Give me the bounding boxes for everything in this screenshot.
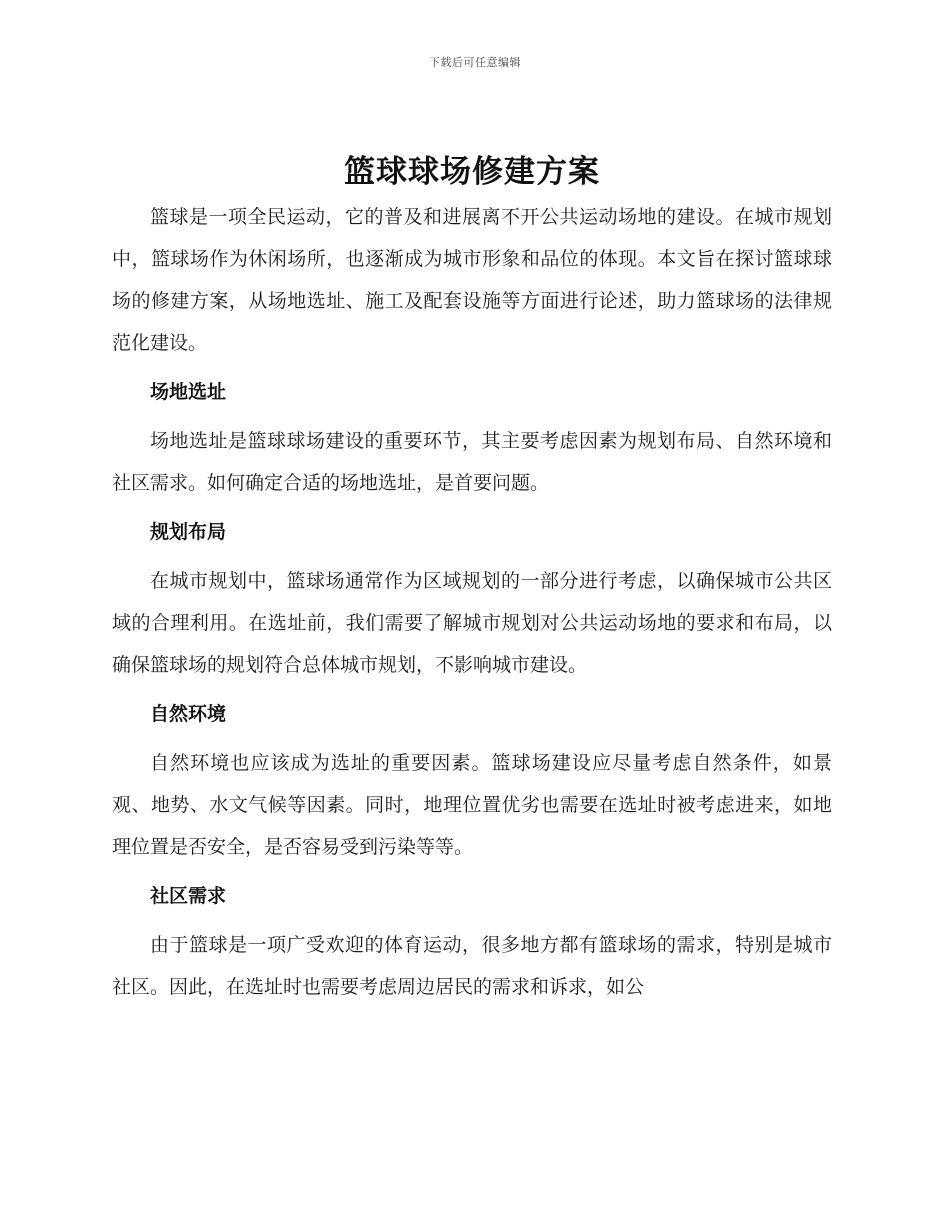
section-heading: 场地选址 xyxy=(150,381,227,403)
section-paragraph: 自然环境也应该成为选址的重要因素。篮球场建设应尽量考虑自然条件，如景观、地势、水文气候等因素。同时，地理位置优劣也需要在选址时被考虑进来，如地理位置是否安全，是否容易受到污染等等。 xyxy=(112,752,832,858)
section-heading: 自然环境 xyxy=(150,703,227,725)
section-natural-environment xyxy=(112,693,832,868)
section-community-needs xyxy=(112,875,832,1008)
document-body xyxy=(112,148,832,1008)
section-heading: 社区需求 xyxy=(150,885,227,907)
document-title: 篮球球场修建方案 xyxy=(344,154,600,190)
section-paragraph: 由于篮球是一项广受欢迎的体育运动，很多地方都有篮球场的需求，特别是城市社区。因此，在选址时也需要考虑周边居民的需求和诉求，如公 xyxy=(112,934,832,998)
intro-paragraph: 篮球是一项全民运动，它的普及和进展离不开公共运动场地的建设。在城市规划中，篮球场作为休闲场所，也逐渐成为城市形象和品位的体现。本文旨在探讨篮球球场的修建方案，从场地选址、施工及配套设施等方面进行论述，助力篮球场的法律规范化建设。 xyxy=(112,206,832,354)
section-heading: 规划布局 xyxy=(150,521,227,543)
section-planning-layout xyxy=(112,511,832,686)
section-site-selection xyxy=(112,371,832,504)
section-paragraph: 场地选址是篮球球场建设的重要环节，其主要考虑因素为规划布局、自然环境和社区需求。如何确定合适的场地选址，是首要问题。 xyxy=(112,430,832,494)
header-note: 下载后可任意编辑 xyxy=(429,56,521,69)
section-paragraph: 在城市规划中，篮球场通常作为区域规划的一部分进行考虑，以确保城市公共区域的合理利用。在选址前，我们需要了解城市规划对公共运动场地的要求和布局，以确保篮球场的规划符合总体城市规划，不影响城市建设。 xyxy=(112,570,832,676)
